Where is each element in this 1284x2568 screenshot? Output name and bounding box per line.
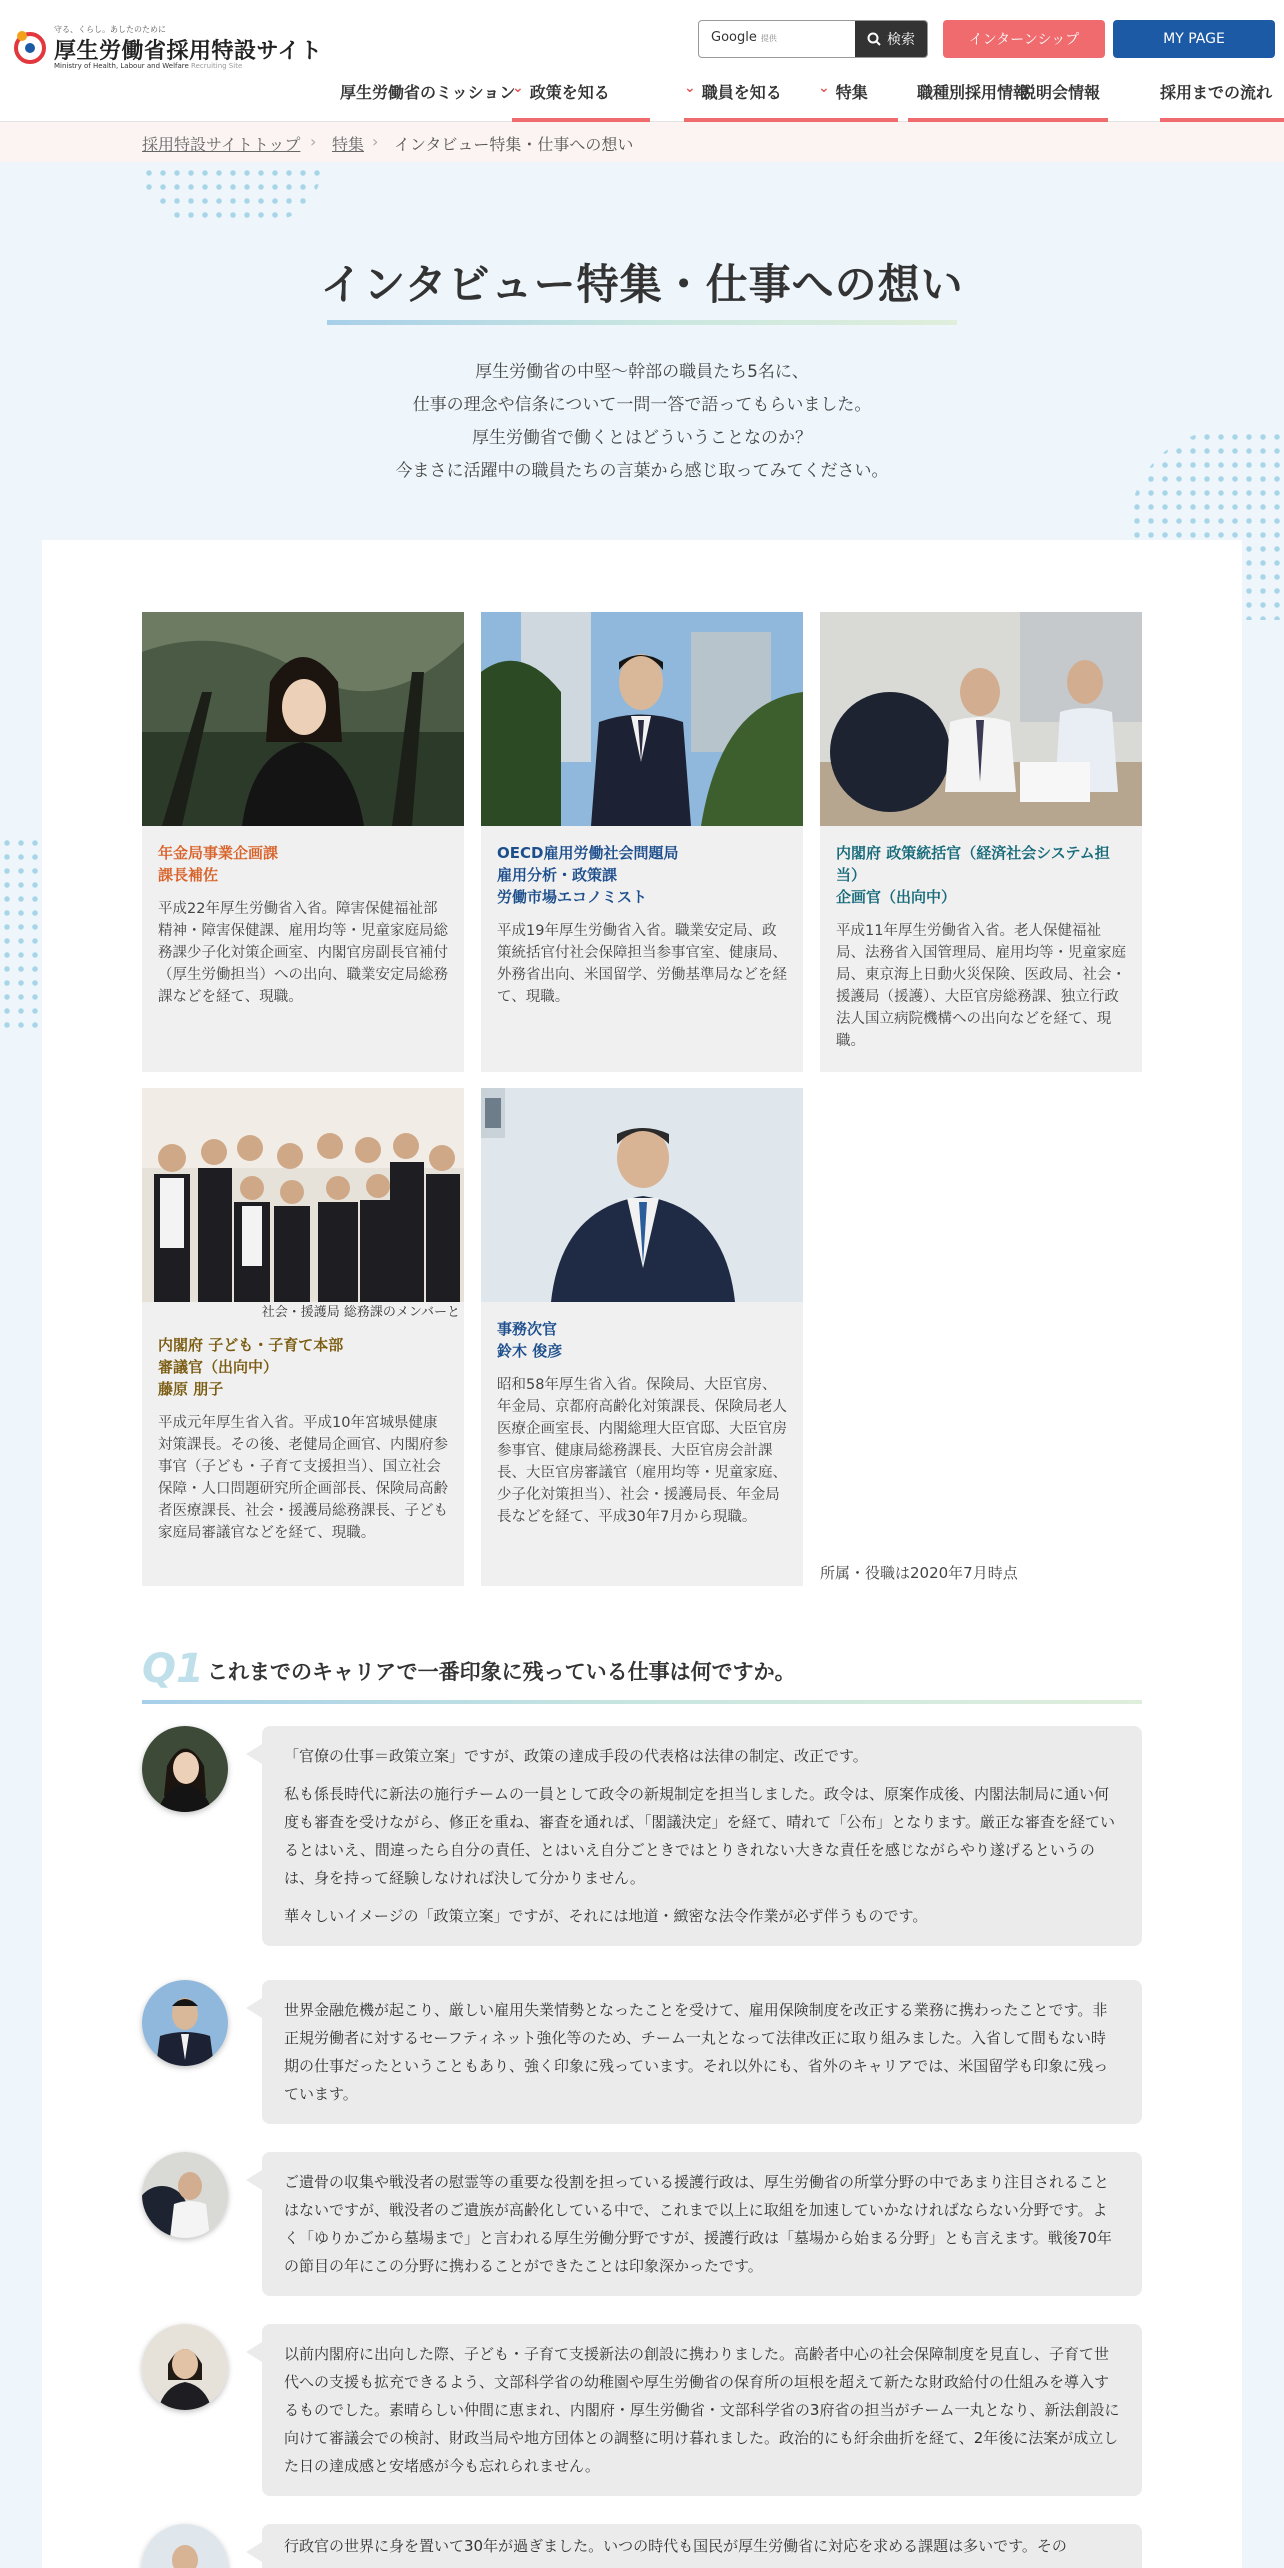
staff-role bbox=[481, 842, 803, 908]
staff-bio: 平成22年厚生労働省入省。障害保健福祉部精神・障害保健課、雇用均等・児童家庭局総務課少子化対策企画室、内閣官房副長官補付（厚生労働担当）への出向、職業安定局総務課などを経て、現職。 bbox=[158, 901, 448, 1005]
avatar bbox=[142, 1980, 228, 2066]
page-title: インタビュー特集・仕事への想い bbox=[320, 260, 964, 309]
breadcrumb-separator: › bbox=[310, 132, 317, 151]
staff-role bbox=[481, 1318, 803, 1362]
staff-card[interactable] bbox=[481, 1088, 803, 1586]
answer-paragraph: 行政官の世界に身を置いて30年が過ぎました。いつの時代も国民が厚生労働省に対応を求める課題は多いです。その bbox=[284, 2537, 1067, 2555]
breadcrumb-top[interactable]: 採用特設サイトトップ bbox=[142, 135, 301, 154]
nav-mission[interactable] bbox=[340, 72, 515, 122]
answer-bubble bbox=[262, 2152, 1142, 2296]
question-underline bbox=[142, 1700, 1142, 1704]
avatar bbox=[142, 2324, 228, 2410]
intro-line: 厚生労働省の中堅～幹部の職員たち5名に、 bbox=[475, 362, 809, 382]
internship-button[interactable]: インターンシップ bbox=[943, 20, 1105, 58]
answer-paragraph: ご遺骨の収集や戦没者の慰霊等の重要な役割を担っている援護行政は、厚生労働省の所掌分野の中であまり注目されることはないですが、戦没者のご遺族が高齢化している中で、これまで以上に取組を加速していかなければならない分野です。よく「ゆりかごから墓場まで」と言われる厚生労働分野ですが、援護行政は「墓場から始まる分野」とも言えます。戦後70年の節目の年にこの分野に携わることができたことは印象深かったです。 bbox=[284, 2173, 1112, 2275]
breadcrumb bbox=[0, 122, 1284, 162]
logo-tagline: 守る、くらし。あしたのために bbox=[54, 25, 166, 34]
search-brand-name: Google bbox=[711, 30, 757, 45]
staff-role-line: 労働市場エコノミスト bbox=[497, 888, 648, 906]
logo-title: 厚生労働省採用特設サイト bbox=[54, 39, 323, 64]
staff-role-line: 内閣府 子ども・子育て本部 bbox=[158, 1336, 344, 1354]
answer-paragraph: 以前内閣府に出向した際、子ども・子育て支援新法の創設に携わりました。高齢者中心の社会保障制度を見直し、子育て世代への支援も拡充できるよう、文部科学省の幼稚園や厚生労働省の保育所の垣根を超えて新たな財政給付の仕組みを導入するものでした。素晴らしい仲間に恵まれ、内閣府・厚生労働省・文部科学省の3府省の担当がチーム一丸となり、新法創設に向けて審議会での検討、財政当局や地方団体との調整に明け暮れました。政治的にも紆余曲折を経て、2年後に法案が成立した日の達成感と安堵感が今も忘れられません。 bbox=[284, 2345, 1120, 2475]
site-header bbox=[0, 0, 1284, 122]
answer-bubble bbox=[262, 2524, 1142, 2568]
staff-photo bbox=[481, 1088, 803, 1302]
staff-bio: 平成19年厚生労働省入省。職業安定局、政策統括官付社会保障担当参事官室、健康局、外務省出向、米国留学、労働基準局などを経て、現職。 bbox=[497, 923, 787, 1005]
answer-bubble bbox=[262, 2324, 1142, 2496]
search-button[interactable] bbox=[855, 21, 927, 57]
search-icon bbox=[867, 32, 881, 46]
title-underline bbox=[327, 320, 957, 325]
nav-policy-label: 政策を知る bbox=[529, 83, 610, 102]
nav-staff[interactable] bbox=[684, 72, 822, 122]
avatar bbox=[142, 1726, 228, 1812]
position-note: 所属・役職は2020年7月時点 bbox=[820, 1564, 1018, 1582]
staff-card[interactable] bbox=[142, 612, 464, 1072]
staff-role-line: OECD雇用労働社会問題局 bbox=[497, 844, 679, 862]
answer-paragraph: 世界金融危機が起こり、厳しい雇用失業情勢となったことを受けて、雇用保険制度を改正する業務に携わったことです。非正規労働者に対するセーフティネット強化等のため、チーム一丸となって法律改正に取り組みました。入省して間もない時期の仕事だったということもあり、強く印象に残っています。それ以外にも、省外のキャリアでは、米国留学も印象に残っています。 bbox=[284, 2001, 1109, 2103]
intro-line: 仕事の理念や信条について一問一答で語ってもらいました。 bbox=[412, 395, 872, 415]
answer-bubble bbox=[262, 1980, 1142, 2124]
avatar bbox=[142, 2152, 228, 2238]
nav-flow[interactable] bbox=[1160, 72, 1284, 122]
staff-bio: 昭和58年厚生省入省。保険局、大臣官房、年金局、京都府高齢化対策課長、保険局老人医療企画室長、内閣総理大臣官邸、大臣官房参事官、健康局総務課長、大臣官房会計課長、大臣官房審議官（雇用均等・児童家庭、少子化対策担当）、社会・援護局長、年金局長などを経て、平成30年7月から現職。 bbox=[497, 1377, 787, 1525]
question-number: Q1 bbox=[142, 1646, 204, 1692]
nav-mission-label: 厚生労働省のミッション bbox=[340, 83, 516, 102]
staff-photo bbox=[820, 612, 1142, 826]
breadcrumb-feature[interactable]: 特集 bbox=[332, 135, 365, 154]
nav-policy[interactable] bbox=[512, 72, 650, 122]
staff-card[interactable] bbox=[142, 1088, 464, 1586]
main-nav bbox=[320, 72, 1284, 122]
chevron-down-icon: ⌄ bbox=[512, 80, 524, 96]
chevron-down-icon: ⌄ bbox=[684, 80, 696, 96]
staff-bio: 平成11年厚生労働省入省。老人保健福祉局、法務省入国管理局、雇用均等・児童家庭局、東京海上日動火災保険、医政局、社会・援護局（援護）、大臣官房総務課、独立行政法人国立病院機構への出向などを経て、現職。 bbox=[836, 923, 1126, 1049]
answer-paragraph: 華々しいイメージの「政策立案」ですが、それには地道・緻密な法令作業が必ず伴うものです。 bbox=[284, 1907, 928, 1925]
search-brand bbox=[711, 30, 777, 45]
site-search bbox=[698, 20, 928, 58]
staff-photo bbox=[481, 612, 803, 826]
intro-line: 今まさに活躍中の職員たちの言葉から感じ取ってみてください。 bbox=[395, 461, 889, 481]
staff-role bbox=[142, 842, 464, 886]
staff-role-line: 企画官（出向中） bbox=[836, 888, 957, 906]
staff-role bbox=[820, 842, 1142, 908]
staff-role-line: 審議官（出向中） bbox=[158, 1358, 279, 1376]
breadcrumb-current: インタビュー特集・仕事への想い bbox=[394, 135, 634, 154]
logo-subtitle-main: Ministry of Health, Labour and Welfare bbox=[54, 62, 189, 70]
mypage-button[interactable]: MY PAGE bbox=[1113, 20, 1275, 58]
staff-role-line: 事務次官 bbox=[497, 1320, 558, 1338]
staff-role-line: 内閣府 政策統括官（経済社会システム担当） bbox=[836, 844, 1110, 884]
logo-subtitle-small: Recruiting Site bbox=[191, 62, 243, 70]
nav-staff-label: 職員を知る bbox=[701, 83, 782, 102]
staff-bio: 平成元年厚生省入省。平成10年宮城県健康対策課長。その後、老健局企画官、内閣府参事官（子ども・子育て支援担当）、国立社会保障・人口問題研究所企画部長、保険局高齢者医療課長、社会・援護局総務課長、子ども家庭局審議官などを経て、現職。 bbox=[158, 1415, 448, 1541]
answer-paragraph: 「官僚の仕事＝政策立案」ですが、政策の達成手段の代表格は法律の制定、改正です。 bbox=[284, 1747, 868, 1765]
nav-briefing-label: 説明会情報 bbox=[1019, 83, 1100, 102]
answer-paragraph: 私も係長時代に新法の施行チームの一員として政令の新規制定を担当しました。政令は、原案作成後、内閣法制局に通い何度も審査を受けながら、修正を重ね、審査を通れば、「閣議決定」を経て、晴れて「公布」となります。厳正な審査を経ているとはいえ、間違ったら自分の責任、とはいえ自分ごときではとりきれない大きな責任を感じながらやり遂げるというのは、身を持って経験しなければ決して分かりません。 bbox=[284, 1785, 1116, 1887]
staff-card[interactable] bbox=[820, 612, 1142, 1072]
logo-subtitle bbox=[54, 62, 242, 70]
nav-feature-label: 特集 bbox=[835, 83, 868, 102]
page-intro bbox=[0, 356, 1284, 488]
breadcrumb-separator: › bbox=[372, 132, 379, 151]
mhlw-logo-icon bbox=[12, 28, 48, 64]
staff-role-line: 鈴木 俊彦 bbox=[497, 1342, 563, 1360]
decorative-dots bbox=[0, 836, 42, 1032]
staff-role-line: 年金局事業企画課 bbox=[158, 844, 279, 862]
staff-photo bbox=[142, 612, 464, 826]
intro-line: 厚生労働省で働くとはどういうことなのか？ bbox=[472, 428, 812, 448]
search-brand-suffix: 提供 bbox=[760, 34, 777, 43]
staff-card[interactable] bbox=[481, 612, 803, 1072]
answer-bubble bbox=[262, 1726, 1142, 1946]
search-button-label: 検索 bbox=[887, 31, 915, 47]
question-text: これまでのキャリアで一番印象に残っている仕事は何ですか。 bbox=[207, 1660, 796, 1684]
nav-flow-label: 採用までの流れ bbox=[1160, 83, 1273, 102]
staff-role-line: 課長補佐 bbox=[158, 866, 219, 884]
decorative-dots bbox=[142, 166, 322, 222]
nav-briefing[interactable] bbox=[1006, 72, 1108, 122]
staff-role-line: 藤原 朋子 bbox=[158, 1380, 224, 1398]
staff-role-line: 雇用分析・政策課 bbox=[497, 866, 618, 884]
nav-feature[interactable] bbox=[818, 72, 898, 122]
site-logo[interactable] bbox=[12, 24, 323, 70]
chevron-down-icon: ⌄ bbox=[818, 80, 830, 96]
staff-role bbox=[142, 1334, 464, 1400]
staff-photo bbox=[142, 1088, 464, 1302]
photo-caption: 社会・援護局 総務課のメンバーと bbox=[261, 1305, 460, 1320]
nav-jobtype-label: 職種別採用情報 bbox=[916, 83, 1029, 102]
